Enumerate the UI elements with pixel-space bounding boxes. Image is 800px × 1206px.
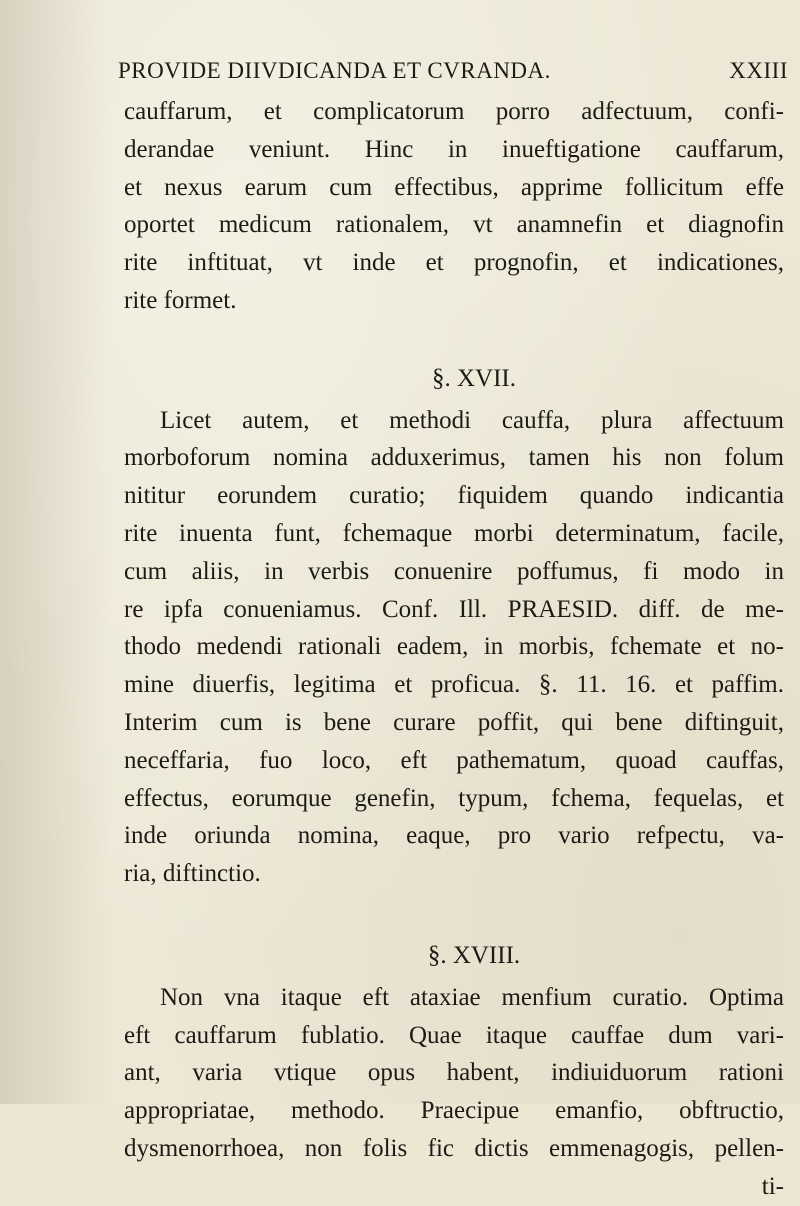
text-line: cauffarum, et complicatorum porro adfectuum, confi- <box>124 98 784 125</box>
text-line: thodo medendi rationali eadem, in morbis, fchemate et no- <box>124 633 784 661</box>
page-number: XXIII <box>729 58 788 83</box>
running-header <box>118 58 788 94</box>
text-line: cum aliis, in verbis conuenire poffumus, fi modo in <box>124 557 784 585</box>
text-line: rite inuenta funt, fchemaque morbi determinatum, facile, <box>124 519 784 547</box>
text-line: nititur eorundem curatio; fiquidem quando indicantia <box>124 482 784 510</box>
text-line: appropriatae, methodo. Praecipue emanfio, obftructio, <box>124 1097 784 1125</box>
text-line: inde oriunda nomina, eaque, pro vario refpectu, va- <box>124 822 784 850</box>
text-line: ria, diftinctio. <box>124 860 261 888</box>
text-line: rite inftituat, vt inde et prognofin, et indicationes, <box>124 249 784 277</box>
text-line: dysmenorrhoea, non folis fic dictis emmenagogis, pellen- <box>124 1134 784 1162</box>
text-line: Licet autem, et methodi cauffa, plura affectuum <box>160 406 784 434</box>
text-line: re ipfa conueniamus. Conf. Ill. PRAESID. diff. de me- <box>124 595 784 623</box>
text-line: effectus, eorumque genefin, typum, fchema, fequelas, et <box>124 784 784 812</box>
text-line: morboforum nomina adduxerimus, tamen his non folum <box>124 444 784 472</box>
text-line: neceffaria, fuo loco, eft pathematum, quoad cauffas, <box>124 746 784 774</box>
text-line: eft cauffarum fublatio. Quae itaque cauffae dum vari- <box>124 1021 784 1049</box>
text-line: ant, varia vtique opus habent, indiuiduorum rationi <box>124 1059 784 1087</box>
text-line: derandae veniunt. Hinc in inueftigatione cauffarum, <box>124 135 784 163</box>
running-title: PROVIDE DIIVDICANDA ET CVRANDA. <box>118 58 551 83</box>
text-line: rite formet. <box>124 286 237 314</box>
catchword: ti- <box>761 1172 784 1200</box>
text-line: et nexus earum cum effectibus, apprime follicitum effe <box>124 173 784 201</box>
binding-shadow <box>0 0 110 1104</box>
section-heading-18: §. XVIII. <box>427 941 521 969</box>
section-heading-17: §. XVII. <box>431 364 516 392</box>
text-line: Interim cum is bene curare poffit, qui bene diftinguit, <box>124 708 784 736</box>
body-text <box>124 93 784 1206</box>
text-line: mine diuerfis, legitima et proficua. §. 11. 16. et paffim. <box>124 671 784 699</box>
text-line: oportet medicum rationalem, vt anamnefin et diagnofin <box>124 211 784 239</box>
text-line: Non vna itaque eft ataxiae menfium curatio. Optima <box>160 983 784 1011</box>
